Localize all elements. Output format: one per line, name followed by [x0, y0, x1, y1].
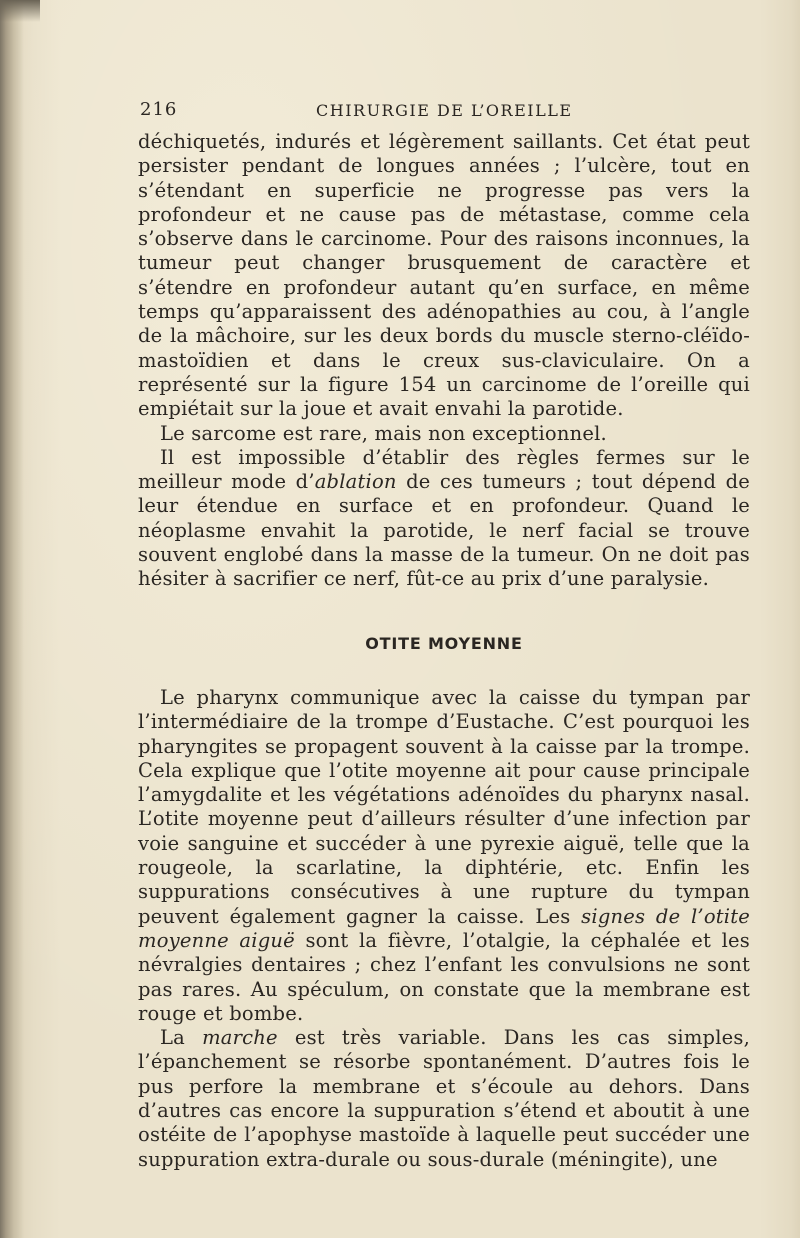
page-number: 216	[140, 99, 178, 120]
paragraph-marche	[138, 1026, 750, 1172]
page-corner-shadow	[0, 0, 40, 22]
italic-signes: signes de l’otite moyenne aiguë	[138, 904, 751, 952]
running-head: CHIRURGIE DE L’OREILLE	[316, 101, 573, 120]
italic-marche: marche	[202, 1026, 278, 1050]
body-text-top	[138, 130, 750, 592]
paragraph-marche-text-2: est très variable. Dans les cas simples, l’épanchement se résorbe spontanément. D’autres fois le pus perfore la membrane et s’écoule au dehors. Dans d’autres cas encore la suppuration s’étend et aboutit à une ostéite de l’apophyse mastoïde à laquelle peut succéder une suppuration extra-durale ou sous-durale (méningite), une	[138, 1026, 750, 1171]
paragraph-ablation-text-2: de ces tumeurs ; tout dépend de leur étendue en surface et en profondeur. Quand le néoplasme envahit la parotide, le nerf facial se trouve souvent englobé dans la masse de la tumeur. On ne doit pas hésiter à sacrifier ce nerf, fût-ce au prix d’une paralysie.	[138, 470, 750, 591]
section-heading: OTITE MOYENNE	[365, 634, 523, 653]
book-spine-shadow	[0, 0, 24, 1238]
paragraph-marche-text-1: La	[160, 1026, 203, 1050]
paragraph-ablation-text-1: Il est impossible d’établir des règles fermes sur le meilleur mode d’	[138, 445, 750, 494]
paragraph-sarcome: Le sarcome est rare, mais non exceptionnel.	[160, 421, 607, 445]
paragraph-pharynx	[138, 686, 750, 1026]
paragraph-continued: déchiquetés, indurés et légèrement saillants. Cet état peut persister pendant de longues années ; l’ulcère, tout en s’étendant en superficie ne progresse pas vers la profondeur et ne cause pas de métastase, comme cela s’observe dans le carcinome. Pour des raisons inconnues, la tumeur peut changer brusquement de caractère et s’étendre en profondeur autant qu’en surface, en même temps qu’apparaissent des adénopathies au cou, à l’angle de la mâchoire, sur les deux bords du muscle sterno-cléïdo-mastoïdien et dans le creux sus-claviculaire. On a représenté sur la figure 154 un carcinome de l’oreille qui empiétait sur la joue et avait envahi la parotide.	[138, 130, 750, 421]
body-text-bottom	[138, 686, 750, 1172]
paragraph-pharynx-text-1: Le pharynx communique avec la caisse du tympan par l’intermédiaire de la trompe d’Eustache. C’est pourquoi les pharyngites se propagent souvent à la caisse par la trompe. Cela explique que l’otite moyenne ait pour cause principale l’amygdalite et les végétations adénoïdes du pharynx nasal. L’otite moyenne peut d’ailleurs résulter d’une infection par voie sanguine et succéder à une pyrexie aiguë, telle que la rougeole, la scarlatine, la diphtérie, etc. Enfin les suppurations consécutives à une rupture du tympan peuvent également gagner la caisse. Les	[138, 686, 750, 928]
paragraph-pharynx-text-2: sont la fièvre, l’otalgie, la céphalée et les névralgies dentaires ; chez l’enfant les convulsions ne sont pas rares. Au spéculum, on constate que la membrane est rouge et bombe.	[138, 928, 750, 1025]
italic-ablation: ablation	[314, 470, 397, 494]
page-header	[140, 99, 760, 125]
paragraph-ablation	[138, 446, 750, 592]
